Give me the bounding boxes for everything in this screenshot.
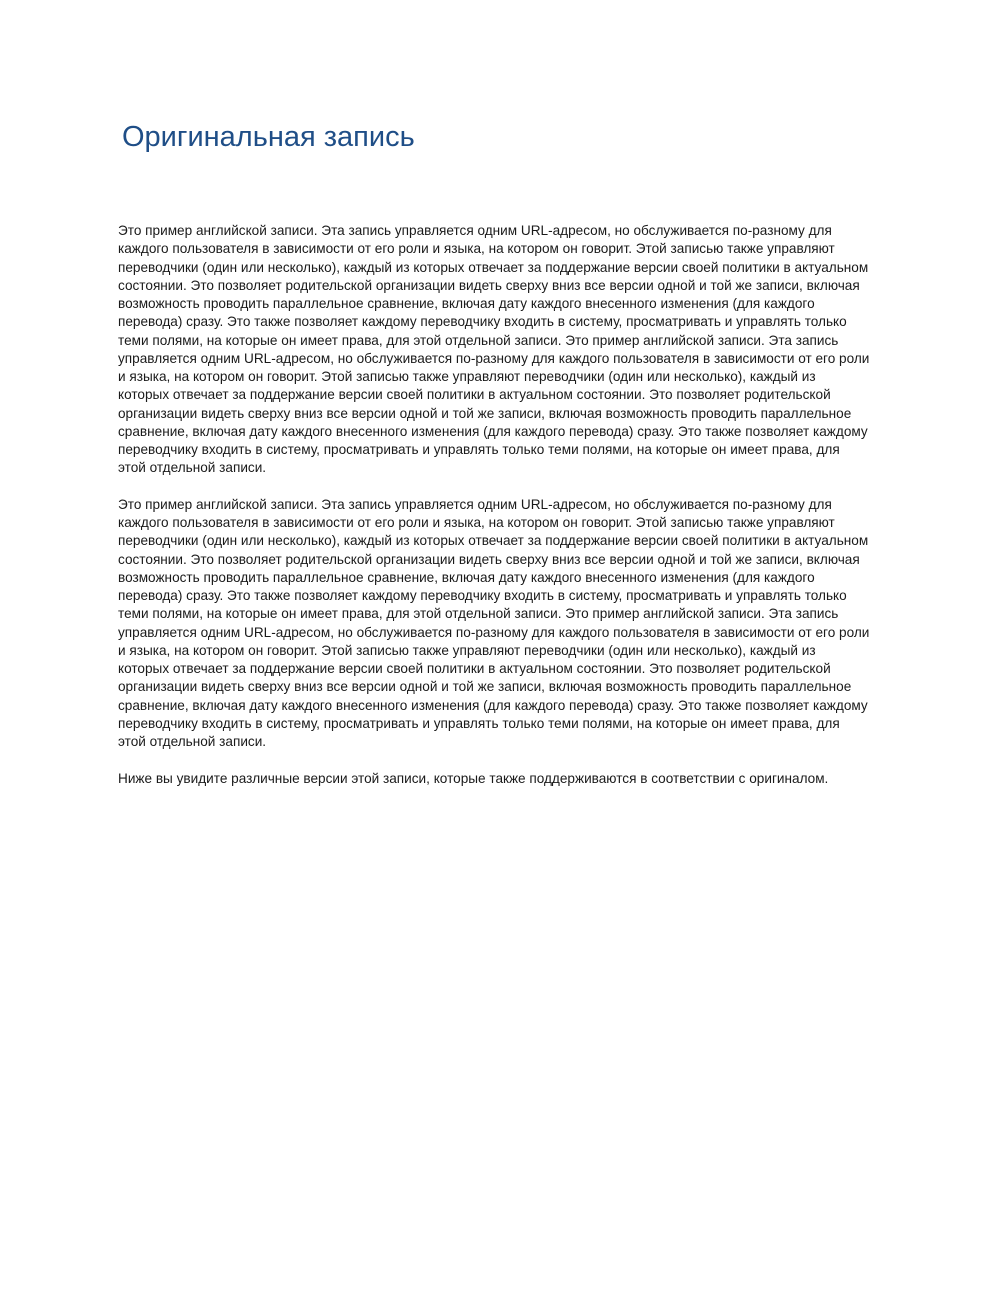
page-title: Оригинальная запись (122, 121, 415, 153)
paragraph-3: Ниже вы увидите различные версии этой записи, которые также поддерживаются в соответствии с оригиналом. (118, 770, 829, 786)
document-body (118, 222, 870, 806)
paragraph-2: Это пример английской записи. Эта запись управляется одним URL-адресом, но обслуживается по-разному для каждого пользователя в зависимости от его роли и языка, на котором он говорит. Этой записью также управляют переводчики (один или несколько), каждый из которых отвечает за поддержание версии своей политики в актуальном состоянии. Это позволяет родительской организации видеть сверху вниз все версии одной и той же записи, включая возможность проводить параллельное сравнение, включая дату каждого внесенного изменения (для каждого перевода) сразу. Это также позволяет каждому переводчику входить в систему, просматривать и управлять только теми полями, на которые он имеет права, для этой отдельной записи. Это пример английской записи. Эта запись управляется одним URL-адресом, но обслуживается по-разному для каждого пользователя в зависимости от его роли и языка, на котором он говорит. Этой записью также управляют переводчики (один или несколько), каждый из которых отвечает за поддержание версии своей политики в актуальном состоянии. Это позволяет родительской организации видеть сверху вниз все версии одной и той же записи, включая возможность проводить параллельное сравнение, включая дату каждого внесенного изменения (для каждого перевода) сразу. Это также позволяет каждому переводчику входить в систему, просматривать и управлять только теми полями, на которые он имеет права, для этой отдельной записи. (118, 496, 870, 749)
paragraph-1: Это пример английской записи. Эта запись управляется одним URL-адресом, но обслуживается по-разному для каждого пользователя в зависимости от его роли и языка, на котором он говорит. Этой записью также управляют переводчики (один или несколько), каждый из которых отвечает за поддержание версии своей политики в актуальном состоянии. Это позволяет родительской организации видеть сверху вниз все версии одной и той же записи, включая возможность проводить параллельное сравнение, включая дату каждого внесенного изменения (для каждого перевода) сразу. Это также позволяет каждому переводчику входить в систему, просматривать и управлять только теми полями, на которые он имеет права, для этой отдельной записи. Это пример английской записи. Эта запись управляется одним URL-адресом, но обслуживается по-разному для каждого пользователя в зависимости от его роли и языка, на котором он говорит. Этой записью также управляют переводчики (один или несколько), каждый из которых отвечает за поддержание версии своей политики в актуальном состоянии. Это позволяет родительской организации видеть сверху вниз все версии одной и той же записи, включая возможность проводить параллельное сравнение, включая дату каждого внесенного изменения (для каждого перевода) сразу. Это также позволяет каждому переводчику входить в систему, просматривать и управлять только теми полями, на которые он имеет права, для этой отдельной записи. (118, 223, 870, 476)
